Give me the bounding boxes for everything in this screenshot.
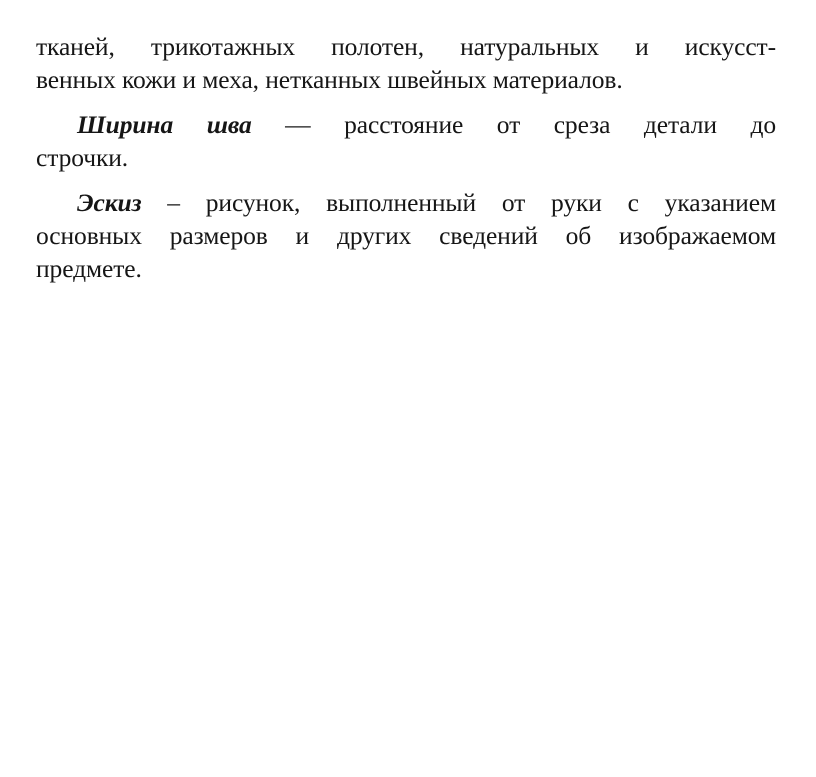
text-line (36, 186, 776, 219)
text-line: строчки. (36, 143, 129, 172)
paragraph-sketch-definition (36, 186, 776, 285)
definition-text: — расстояние от среза детали до (251, 110, 776, 139)
term-seam-width: Ширина шва (77, 110, 252, 139)
paragraph-materials (36, 30, 776, 96)
text-body (36, 30, 776, 297)
text-line (36, 108, 776, 141)
paragraph-seam-width-definition (36, 108, 776, 174)
definition-text: – рисунок, выполненный от руки с указанием (141, 188, 776, 217)
text-line: венных кожи и меха, нетканных швейных материалов. (36, 65, 623, 94)
text-line: основных размеров и других сведений об изображаемом (36, 221, 776, 250)
text-line: предмете. (36, 254, 142, 283)
text-line: тканей, трикотажных полотен, натуральных и искусст- (36, 32, 776, 61)
term-sketch: Эскиз (77, 188, 142, 217)
